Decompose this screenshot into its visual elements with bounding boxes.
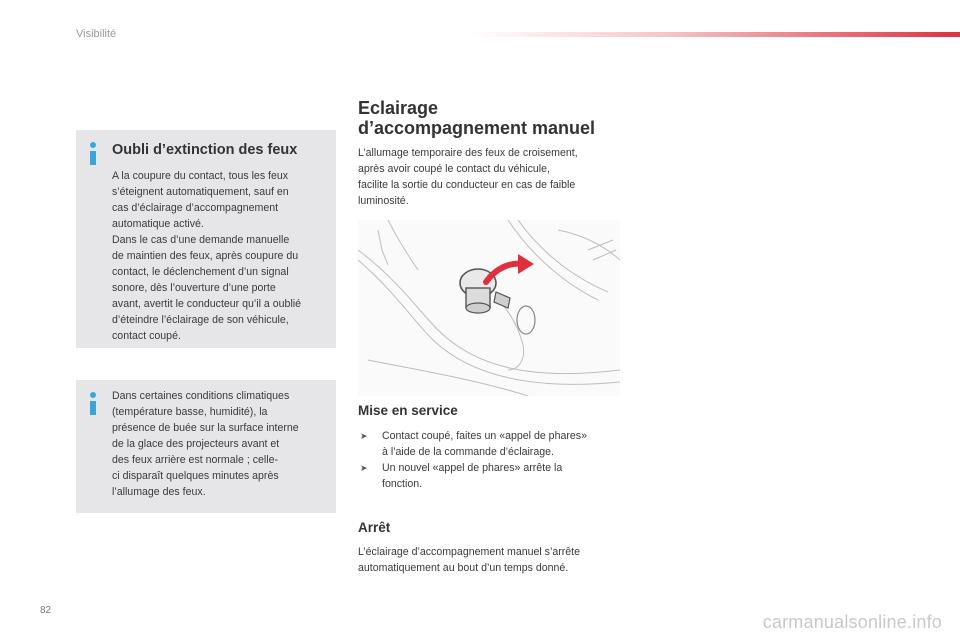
- intro-text: L’allumage temporaire des feux de croisement, après avoir coupé le contact du véhicule, facilite la sortie du conducteur en cas de faible luminosité.: [358, 147, 578, 207]
- bullet-arrow-icon: ➤: [360, 463, 368, 473]
- activation-bullets: [358, 428, 628, 492]
- section-label: Visibilité: [76, 28, 117, 40]
- page-number: 82: [40, 605, 52, 616]
- stalk-drawing: [358, 220, 620, 396]
- forgot-lights-title: Oubli d’extinction des feux: [112, 142, 298, 158]
- bullet-item: [358, 428, 628, 460]
- activation-title: Mise en service: [358, 403, 458, 418]
- bullet-item: [358, 460, 628, 492]
- stop-text: L’éclairage d’accompagnement manuel s’arrête automatiquement au bout d’un temps donné.: [358, 546, 581, 574]
- page-title: Eclairage d’accompagnement manuel: [358, 98, 596, 138]
- watermark: carmanualsonline.info: [762, 612, 942, 632]
- lighting-stalk-illustration: [358, 220, 620, 396]
- bullet-arrow-icon: ➤: [360, 431, 368, 441]
- climate-text: Dans certaines conditions climatiques (température basse, humidité), la présence de buée sur la surface interne de la glace des projecteurs avant et des feux arrière est normale ; celle- ci disparaît quelques minutes après l’allumage des feux.: [112, 390, 299, 498]
- bullet-text: Contact coupé, faites un «appel de phares» à l’aide de la commande d’éclairage.: [382, 430, 587, 458]
- stop-title: Arrêt: [358, 520, 391, 535]
- climate-info-box: [76, 380, 336, 513]
- forgot-lights-text: A la coupure du contact, tous les feux s’éteignent automatiquement, sauf en cas d’éclairage d’accompagnement automatique activé. Dans le cas d’une demande manuelle de maintien des feux, après coupure du contact, le déclenchement d’un signal sonore, dès l’ouverture d’une porte avant, avertit le conducteur qu’il a oublié d’éteindre l’éclairage de son véhicule, contact coupé.: [112, 170, 302, 342]
- bullet-text: Un nouvel «appel de phares» arrête la fonction.: [382, 462, 563, 490]
- forgot-lights-info-box: [76, 130, 336, 348]
- header-gradient-bar: [470, 32, 960, 37]
